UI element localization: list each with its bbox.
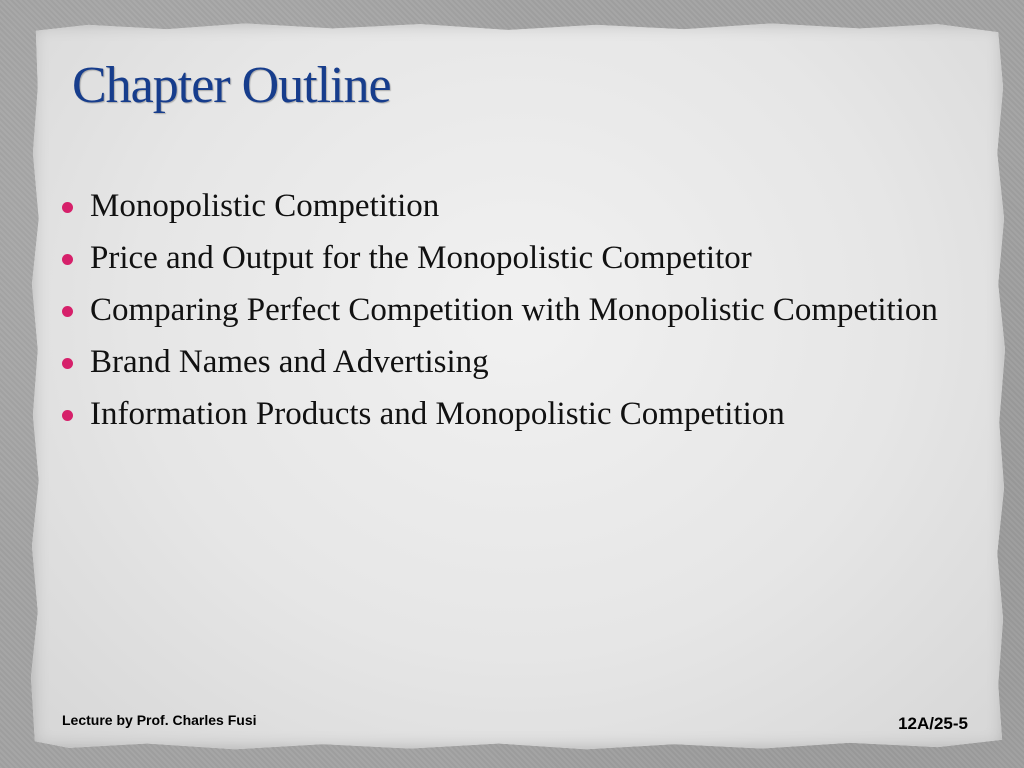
bullet-dot-icon <box>62 410 73 421</box>
bullet-dot-icon <box>62 254 73 265</box>
bullet-text: Brand Names and Advertising <box>90 344 489 380</box>
bullet-text: Comparing Perfect Competition with Monopolistic Competition <box>90 292 938 328</box>
bullet-text: Information Products and Monopolistic Competition <box>90 396 785 432</box>
bullet-text: Monopolistic Competition <box>90 188 440 224</box>
bullet-list <box>62 184 942 444</box>
slide-number: 12A/25-5 <box>898 714 968 733</box>
bullet-dot-icon <box>62 306 73 317</box>
bullet-item <box>62 236 942 280</box>
bullet-dot-icon <box>62 202 73 213</box>
bullet-text: Price and Output for the Monopolistic Competitor <box>90 240 752 276</box>
bullet-item <box>62 392 942 436</box>
bullet-item <box>62 184 942 228</box>
slide-title: Chapter Outline <box>72 57 391 114</box>
bullet-item <box>62 288 942 332</box>
bullet-dot-icon <box>62 358 73 369</box>
footer-lecturer: Lecture by Prof. Charles Fusi <box>62 712 257 728</box>
bullet-item <box>62 340 942 384</box>
